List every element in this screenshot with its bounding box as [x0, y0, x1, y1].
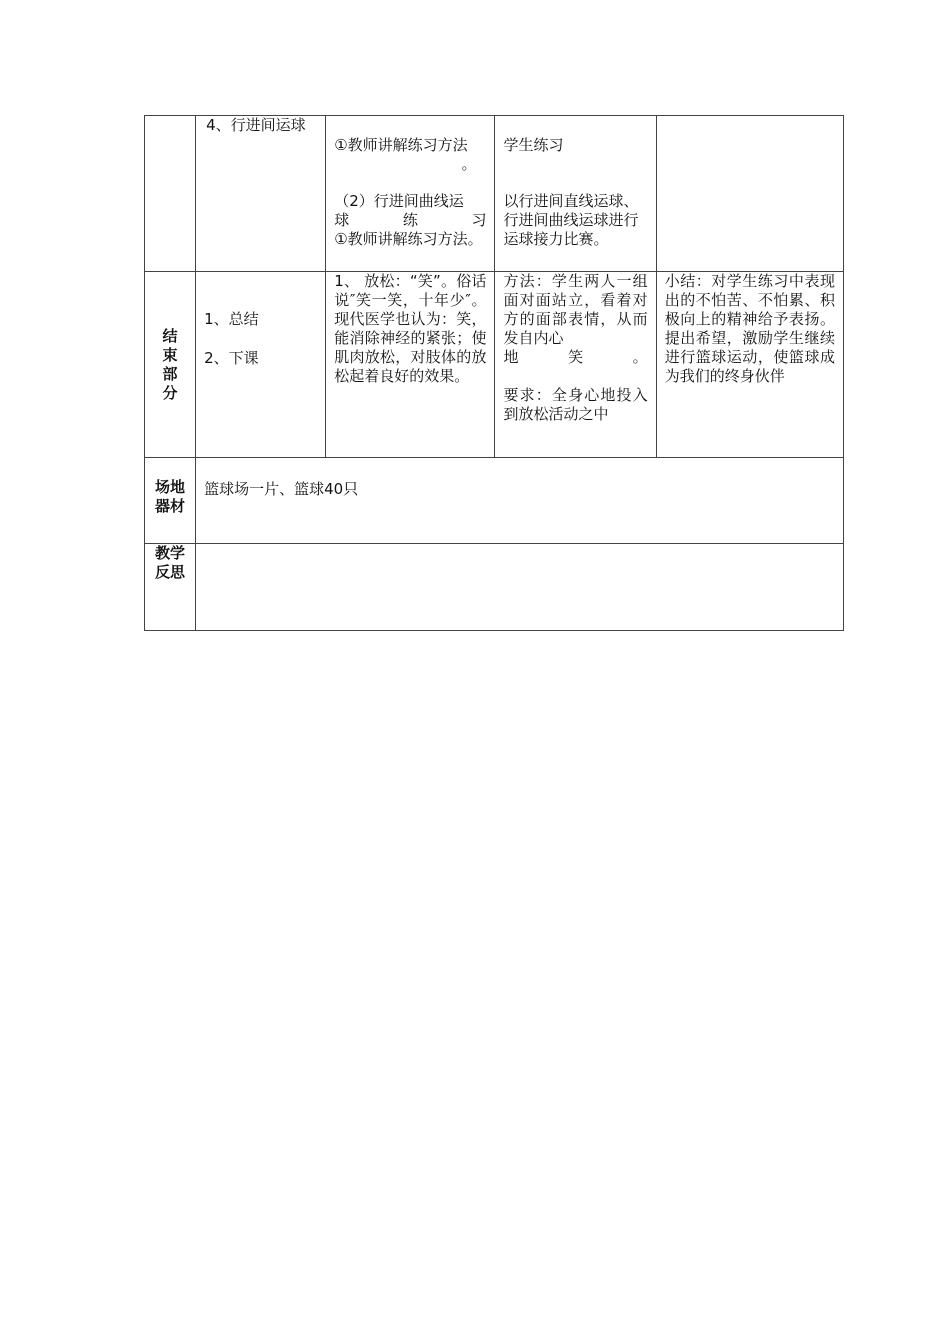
lesson-plan-table — [144, 115, 844, 631]
teacher-method-1: ①教师讲解练习方法 — [334, 136, 468, 154]
student-practice: 学生练习 — [503, 136, 564, 154]
student-relay: 以行进间直线运球、行进间曲线运球进行运球接力比赛。 — [503, 192, 639, 248]
venue-content: 篮球场一片、篮球40只 — [204, 480, 359, 498]
section-label-ending: 结 束 部 分 — [145, 272, 196, 458]
teacher-method-2c: ①教师讲解练习方法。 — [334, 230, 483, 248]
table-row-dribble — [145, 116, 844, 272]
ending-method-cell — [495, 272, 656, 458]
item-cell — [196, 116, 326, 272]
ending-content-cell — [326, 272, 495, 458]
relax-method: 方法：学生两人一组面对面站立，看着对方的面部表情，从而发自内心 — [503, 272, 648, 347]
note-cell-empty — [656, 116, 843, 272]
section-label-reflection: 教学反思 — [145, 544, 196, 631]
table-row-ending — [145, 272, 844, 458]
teacher-cell — [326, 116, 495, 272]
table-row-reflection — [145, 544, 844, 631]
relax-content: 1、 放松：“笑”。俗话说″笑一笑，十年少″。现代医学也认为：笑，能消除神经的紧张；使肌肉放松，对肢体的放松起着良好的效果。 — [334, 272, 487, 385]
teacher-method-1-tail: 。 — [461, 155, 477, 173]
item-text: 4、行进间运球 — [206, 116, 306, 134]
teacher-method-2a: （2）行进间曲线运 — [334, 192, 464, 210]
teacher-method-2b: 球 练 习 — [334, 211, 487, 229]
ending-summary-cell — [656, 272, 843, 458]
ending-item-summary: 1、总结 — [204, 310, 259, 328]
student-cell — [495, 116, 656, 272]
reflection-content-cell — [196, 544, 844, 631]
table-row-venue — [145, 458, 844, 544]
venue-content-cell — [196, 458, 844, 544]
relax-requirement: 要求：全身心地投入到放松活动之中 — [503, 386, 648, 423]
ending-summary: 小结：对学生练习中表现出的不怕苦、不怕累、积极向上的精神给予表扬。提出希望，激励学生继续进行篮球运动，使篮球成为我们的终身伙伴 — [664, 272, 835, 385]
section-label-venue: 场地器材 — [145, 458, 196, 544]
ending-items-cell — [196, 272, 326, 458]
section-cell-empty — [145, 116, 196, 272]
ending-item-dismiss: 2、下课 — [204, 349, 259, 367]
relax-method-tail: 地 笑 。 — [503, 348, 648, 366]
